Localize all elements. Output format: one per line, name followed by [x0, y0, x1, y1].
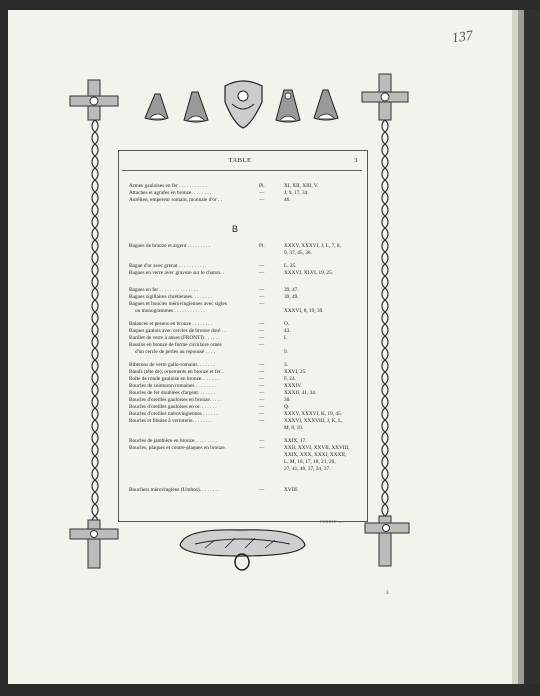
entry-references: O. [284, 321, 290, 327]
entry-text: Barillet de verre à anses (FRONTI) . . . . . . [129, 335, 220, 341]
index-entry [129, 445, 350, 472]
entry-plate-marker: — [259, 294, 265, 300]
entry-text: Boucles de fer doublées d'argent. . . . . . . [129, 390, 216, 396]
footer-signature: 3 [386, 591, 389, 596]
entry-references: L, M, 16, 17, 18, 21, 26, [284, 459, 336, 465]
entry-text: Bassins en bronze de forme circulaire ornés [129, 342, 222, 348]
pendant-ornament [276, 90, 300, 122]
chain-right [380, 120, 390, 520]
table-header [122, 157, 358, 169]
entry-references: F, 24. [284, 376, 296, 382]
index-entry [129, 369, 307, 376]
entry-text: Boucles, plaques et contre-plaques en bronze. [129, 445, 226, 451]
entry-plate-marker: — [259, 397, 265, 403]
index-entry [129, 263, 297, 270]
entry-text: Boucles d'oreilles gauloises en or. . . . . . . [129, 404, 217, 410]
entry-plate-marker: — [259, 369, 265, 375]
entry-text: Bagues en verre avec gravure sur le chaton. . [129, 270, 225, 276]
entry-plate-marker: — [259, 270, 265, 276]
entry-text: Bague d'or avec grenat . . . . . . . . . . . [129, 263, 207, 269]
cross-ornament-bottom-left [70, 520, 118, 568]
index-entry [129, 438, 307, 445]
entry-references: XXXII, 41, 34. [284, 390, 317, 396]
index-entry [129, 390, 317, 397]
index-entry [129, 301, 324, 314]
entry-plate-marker: — [259, 197, 265, 203]
index-entry [129, 383, 302, 390]
pendant-ornament [145, 94, 168, 120]
entry-plate-marker: — [259, 438, 265, 444]
entry-text: Bagues sigillaires chrétiennes. . . . . . . . [129, 294, 212, 300]
entry-text: Balances et pesons en bronze . . . . . . . . [129, 321, 213, 327]
entry-plate-marker: — [259, 445, 265, 451]
index-entry [129, 376, 296, 383]
entry-plate-marker: — [259, 342, 265, 348]
entry-text: Boucles d'oreilles mérovingiennes . . . . . . [129, 411, 218, 417]
entry-references: 27, 41, 46, 37, 34, 37. [284, 466, 331, 472]
entry-references: XXIX, 17. [284, 438, 307, 444]
section-letter: B [232, 224, 239, 234]
index-entry [129, 362, 288, 369]
entry-text: Boucles et fibules à verroterie. . . . . . . . [129, 418, 213, 424]
entry-text: Armes gauloises en fer . . . . . . . . . . . [129, 183, 207, 189]
entry-references: 39, 49. [284, 294, 299, 300]
header-title: TABLE [228, 157, 252, 164]
index-entry [129, 197, 291, 204]
entry-references: XXXV, XXXVI, J, L, 7, 8, [284, 243, 341, 249]
entry-text-continued: ou monogrammes . . . . . . . . . . . . [135, 308, 205, 314]
chain-left [89, 120, 99, 520]
index-entry [129, 190, 309, 197]
entry-text: Boucles d'oreilles gauloises en bronze. . . . . [129, 397, 222, 403]
entry-references: XXXIV. [284, 383, 302, 389]
cross-ornament-top-left [70, 80, 118, 120]
entry-references: XI, XII, XIII, V. [284, 183, 319, 189]
entry-text: Aurélien, empereur romain, monnaie d'or . . [129, 197, 223, 203]
entry-references: I. [284, 335, 288, 341]
entry-text: Boîte de ronde gauloise en bronze. . . . . . . [129, 376, 219, 382]
entry-plate-marker: Pl. [259, 243, 265, 249]
entry-references: 39, 47. [284, 287, 299, 293]
index-entry [129, 321, 290, 328]
pendant-ornament [314, 90, 338, 120]
index-entry [129, 328, 291, 335]
handwritten-page-number: 137 [450, 28, 474, 47]
entry-references: J, 9, 17, 34. [284, 190, 309, 196]
entry-plate-marker: — [259, 287, 265, 293]
entry-text: Bagues de bronze et argent . . . . . . . . . [129, 243, 211, 249]
cross-ornament-top-right [362, 74, 408, 120]
entry-references: 30. [284, 397, 291, 403]
entry-references: 46. [284, 197, 291, 203]
entry-references: 9. [284, 349, 288, 355]
header-page-number: 3 [354, 157, 358, 164]
index-entry [129, 397, 291, 404]
entry-references: XXII, XXVI, XXVII, XXVIII, [284, 445, 350, 451]
entry-plate-marker: — [259, 411, 265, 417]
index-entry [129, 243, 341, 256]
entry-references: 9, 37, 45, 36. [284, 250, 312, 256]
entry-plate-marker: — [259, 376, 265, 382]
entry-plate-marker: — [259, 390, 265, 396]
index-entry [129, 404, 290, 411]
entry-references: XXVI, 25. [284, 369, 307, 375]
entry-plate-marker: — [259, 190, 265, 196]
entry-references: XVIII. [284, 487, 299, 493]
index-entry [129, 287, 299, 294]
entry-plate-marker: — [259, 418, 265, 424]
entry-references: 43. [284, 328, 291, 334]
buckle-ornament [180, 530, 305, 570]
entry-references: M, 8, 19. [284, 425, 304, 431]
entry-plate-marker: Pl. [259, 183, 265, 189]
index-entry [129, 270, 334, 277]
eagle-brooch-ornament [225, 81, 262, 128]
entry-references: XXXVI, XXXVIII, J, K, L, [284, 418, 343, 424]
entry-references: XXXVI, 8, 19, 39. [284, 308, 324, 314]
entry-plate-marker: — [259, 487, 265, 493]
entry-text-continued: d'un cercle de perles au repoussé . . . . [135, 349, 215, 355]
index-entry [129, 342, 288, 355]
cross-ornament-bottom-right [365, 516, 409, 566]
entry-references: L, 25. [284, 263, 297, 269]
entry-plate-marker: — [259, 362, 265, 368]
entry-text: Boucles de jambière en bronze. . . . . . . . . [129, 438, 217, 444]
entry-text: Bagues en fer . . . . . . . . . . . . . . . [129, 287, 198, 293]
entry-plate-marker: — [259, 301, 265, 307]
pendant-ornament [184, 92, 208, 122]
entry-text: Attaches et agrafes en bronze. . . . . . . . [129, 190, 212, 196]
entry-plate-marker: — [259, 335, 265, 341]
index-entry [129, 418, 343, 431]
header-rule [122, 170, 362, 171]
entry-text: Boucles de ceinturon romaines . . . . . . . . [129, 383, 216, 389]
entry-plate-marker: — [259, 328, 265, 334]
index-entry [129, 294, 299, 301]
index-entry [129, 487, 299, 494]
entry-references: Q. [284, 404, 290, 410]
index-entry [129, 411, 343, 418]
entry-plate-marker: — [259, 404, 265, 410]
entry-plate-marker: — [259, 263, 265, 269]
engraver-signature: PERRIN sc. [320, 519, 345, 524]
entry-plate-marker: — [259, 321, 265, 327]
entry-text: Biberons de verre gallo-romains. . . . . . . [129, 362, 215, 368]
entry-plate-marker: — [259, 383, 265, 389]
entry-references: XXXV, XXXVI, K, 19, 45. [284, 411, 343, 417]
entry-references: 3. [284, 362, 288, 368]
entry-references: XXXVI, XLVI, 19, 25. [284, 270, 334, 276]
index-entry [129, 183, 319, 190]
entry-text: Boucliers mérovingiens (Umbos). . . . . . . . [129, 487, 220, 493]
entry-references: XXIX, XXX, XXXI, XXXII, [284, 452, 347, 458]
entry-text: Bagues et boucles mérovingiennes avec sigles [129, 301, 227, 307]
index-entry [129, 335, 288, 342]
entry-text: Bœufs (tête de), ornements en bronze et fer. . [129, 369, 225, 375]
entry-text: Baquet gaulois avec cercles de bronze doré . . [129, 328, 226, 334]
